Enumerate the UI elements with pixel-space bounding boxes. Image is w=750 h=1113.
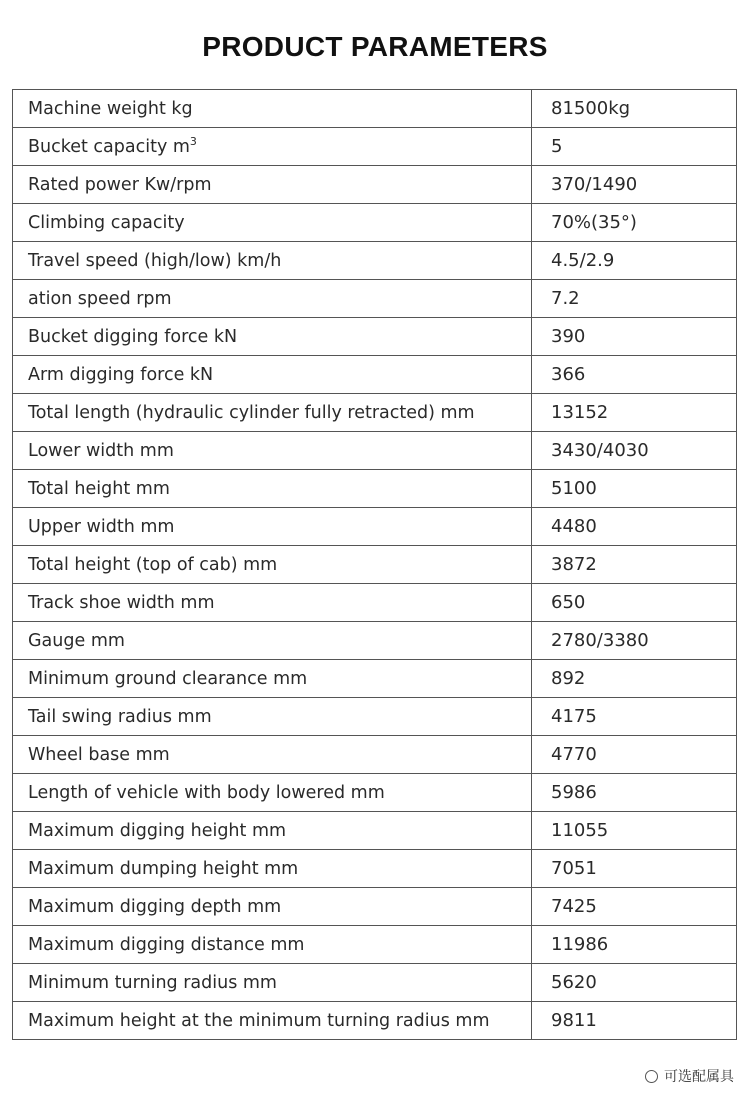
parameter-label [13,432,532,470]
table-row [13,470,737,508]
parameter-value: 9811 [532,1002,737,1040]
parameter-label [13,242,532,280]
parameter-value: 370/1490 [532,166,737,204]
parameter-value: 3430/4030 [532,432,737,470]
parameter-label [13,926,532,964]
parameter-value: 4770 [532,736,737,774]
table-row [13,508,737,546]
parameter-label [13,622,532,660]
parameter-label [13,470,532,508]
table-row [13,280,737,318]
parameter-label [13,546,532,584]
parameter-label [13,90,532,128]
circle-icon [645,1070,658,1083]
parameter-label-text: Maximum dumping height mm [28,858,299,879]
parameter-value: 390 [532,318,737,356]
parameter-label [13,204,532,242]
parameter-label-text: ation speed rpm [28,288,172,309]
parameter-label-text: Maximum digging height mm [28,820,287,841]
parameter-label [13,1002,532,1040]
parameter-label-text: Wheel base mm [28,744,170,765]
parameter-value: 5986 [532,774,737,812]
table-row [13,698,737,736]
parameter-label [13,394,532,432]
parameter-value: 11986 [532,926,737,964]
parameter-value: 13152 [532,394,737,432]
table-row [13,774,737,812]
parameter-label-text: Lower width mm [28,440,174,461]
parameter-label-text: Total height mm [28,478,170,499]
parameter-value: 4.5/2.9 [532,242,737,280]
parameter-label [13,660,532,698]
parameter-label-text: Bucket capacity m [28,136,190,157]
parameter-label [13,888,532,926]
parameter-value: 892 [532,660,737,698]
parameter-label [13,584,532,622]
parameter-value: 5 [532,128,737,166]
parameter-label-text: Maximum digging distance mm [28,934,305,955]
parameter-label [13,812,532,850]
table-row [13,432,737,470]
parameter-value: 81500kg [532,90,737,128]
unit-superscript: 3 [189,134,197,148]
table-row [13,166,737,204]
table-row [13,356,737,394]
parameter-label [13,850,532,888]
parameter-label-text: Track shoe width mm [28,592,215,613]
parameter-value: 5620 [532,964,737,1002]
table-row [13,90,737,128]
parameter-label-text: Rated power Kw/rpm [28,174,212,195]
parameter-value: 2780/3380 [532,622,737,660]
parameter-label-text: Travel speed (high/low) km/h [28,250,282,271]
table-row [13,850,737,888]
page-title: PRODUCT PARAMETERS [202,31,548,62]
table-row [13,622,737,660]
parameter-value: 366 [532,356,737,394]
parameter-label-text: Minimum ground clearance mm [28,668,308,689]
table-row [13,736,737,774]
table-row [13,926,737,964]
parameter-value: 7425 [532,888,737,926]
parameter-label [13,508,532,546]
parameter-label-text: Upper width mm [28,516,175,537]
parameter-value: 11055 [532,812,737,850]
parameter-label [13,318,532,356]
parameter-label-text: Total length (hydraulic cylinder fully retracted) mm [28,402,475,423]
parameter-label-text: Tail swing radius mm [28,706,212,727]
parameter-label-text: Length of vehicle with body lowered mm [28,782,385,803]
parameter-label [13,128,532,166]
parameter-label-text: Total height (top of cab) mm [28,554,278,575]
parameter-label [13,736,532,774]
parameter-value: 7051 [532,850,737,888]
parameter-label-text: Maximum height at the minimum turning radius mm [28,1010,490,1031]
parameter-label-text: Maximum digging depth mm [28,896,282,917]
parameter-label-text: Arm digging force kN [28,364,214,385]
parameters-table-body [13,90,737,1040]
parameter-label [13,698,532,736]
table-row [13,242,737,280]
footer-note-text: 可选配属具 [664,1069,734,1085]
table-row [13,1002,737,1040]
table-row [13,660,737,698]
parameter-label [13,166,532,204]
parameter-label [13,280,532,318]
parameter-label-text: Bucket digging force kN [28,326,238,347]
parameter-value: 4175 [532,698,737,736]
parameter-label-text: Machine weight kg [28,98,193,119]
footer-note [645,1066,734,1086]
table-row [13,318,737,356]
parameter-label [13,356,532,394]
parameters-table [12,89,737,1040]
parameter-value: 7.2 [532,280,737,318]
parameter-label-text: Gauge mm [28,630,125,651]
table-row [13,964,737,1002]
table-row [13,128,737,166]
table-row [13,546,737,584]
parameter-value: 650 [532,584,737,622]
parameter-value: 3872 [532,546,737,584]
table-row [13,812,737,850]
parameter-value: 4480 [532,508,737,546]
table-row [13,394,737,432]
parameter-label-text: Climbing capacity [28,212,185,233]
table-row [13,584,737,622]
parameter-value: 5100 [532,470,737,508]
parameter-label-text: Minimum turning radius mm [28,972,277,993]
parameter-label [13,774,532,812]
table-row [13,204,737,242]
parameter-label [13,964,532,1002]
parameter-value: 70%(35°) [532,204,737,242]
table-row [13,888,737,926]
